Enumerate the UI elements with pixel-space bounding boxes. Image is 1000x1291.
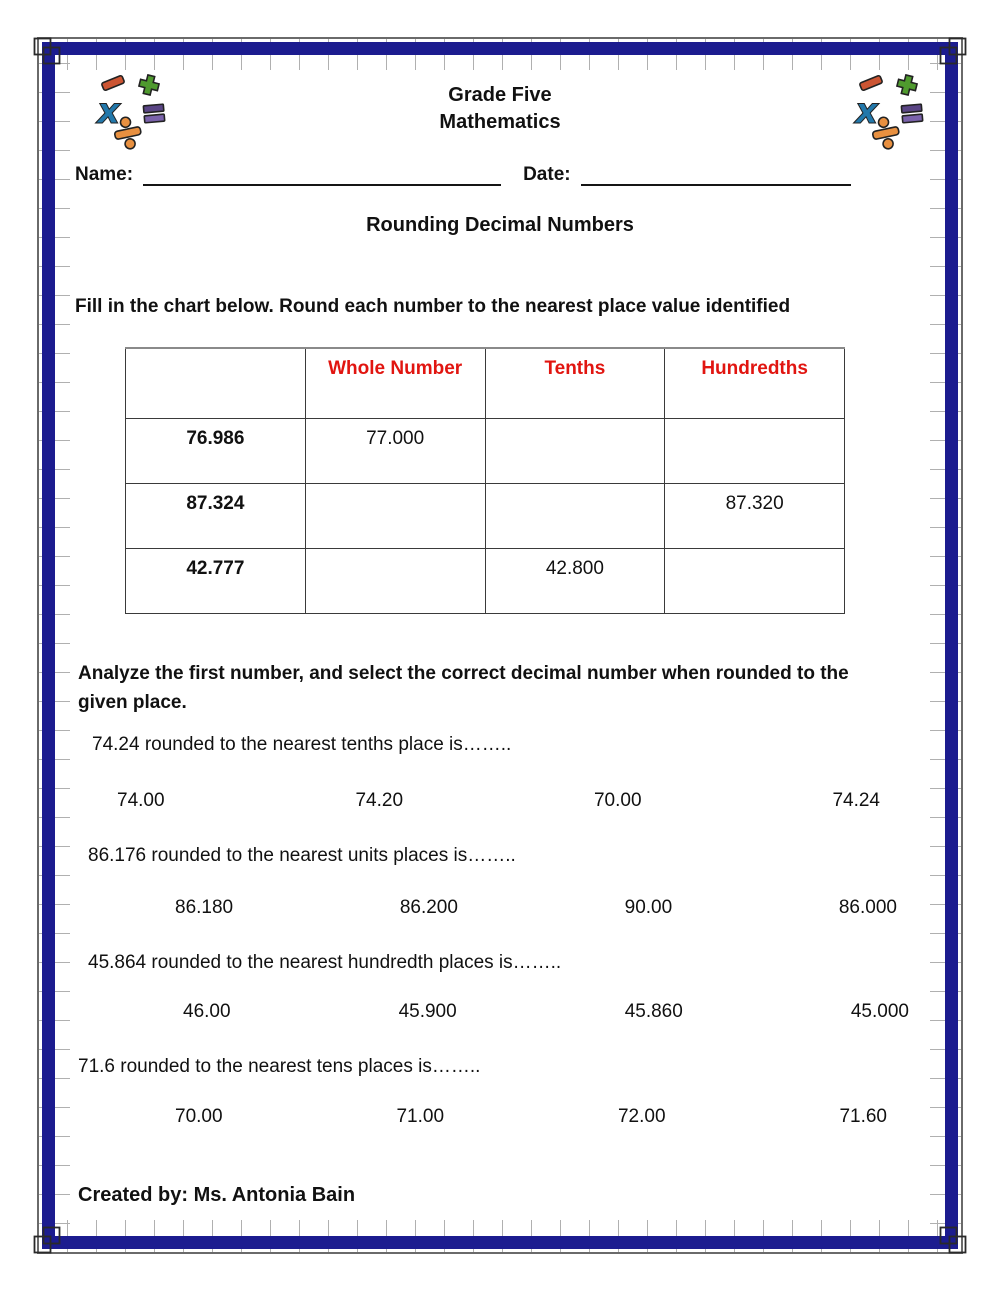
option-choice[interactable]: 71.00 <box>396 1106 445 1127</box>
svg-text:x: x <box>855 91 879 132</box>
option-choice[interactable]: 86.200 <box>399 897 458 918</box>
answer-cell-tenths[interactable] <box>485 483 665 548</box>
name-label: Name: <box>75 164 134 185</box>
date-label: Date: <box>523 164 571 185</box>
row-label: 87.324 <box>126 483 306 548</box>
worksheet-title: Rounding Decimal Numbers <box>366 214 634 236</box>
table-row <box>126 418 845 483</box>
option-choice[interactable]: 74.20 <box>355 790 404 811</box>
answer-cell-whole[interactable]: 77.000 <box>305 418 485 483</box>
page-heading <box>0 82 1000 136</box>
answer-cell-whole[interactable] <box>305 483 485 548</box>
option-choice[interactable]: 74.24 <box>832 790 880 811</box>
question-prompt-2: 86.176 rounded to the nearest units places is…….. <box>88 845 516 866</box>
subject-line: Mathematics <box>439 111 561 133</box>
answer-cell-hundredths[interactable] <box>665 418 845 483</box>
row-label: 42.777 <box>126 548 306 613</box>
answer-cell-hundredths[interactable]: 87.320 <box>665 483 845 548</box>
created-by-credit: Created by: Ms. Antonia Bain <box>78 1184 356 1206</box>
option-choice[interactable]: 46.00 <box>183 1001 231 1022</box>
question-prompt-4: 71.6 rounded to the nearest tens places is…….. <box>78 1056 481 1077</box>
option-choice[interactable]: 70.00 <box>593 790 642 811</box>
row-label: 76.986 <box>126 418 306 483</box>
table-row <box>126 548 845 613</box>
option-choice[interactable]: 86.180 <box>175 897 234 918</box>
options-row-1 <box>75 790 925 812</box>
options-row-2 <box>75 897 925 919</box>
option-choice[interactable]: 45.900 <box>398 1001 457 1022</box>
question-prompt-1: 74.24 rounded to the nearest tenths place is…….. <box>92 734 512 755</box>
table-header-row <box>126 348 845 418</box>
date-field[interactable] <box>581 164 851 186</box>
option-choice[interactable]: 72.00 <box>617 1106 666 1127</box>
table-row <box>126 483 845 548</box>
option-choice[interactable]: 45.000 <box>850 1001 909 1022</box>
option-choice[interactable]: 86.000 <box>838 897 897 918</box>
column-header-tenths: Tenths <box>485 348 665 418</box>
rounding-table <box>125 347 845 614</box>
answer-cell-tenths[interactable] <box>485 418 665 483</box>
svg-text:x: x <box>97 91 121 132</box>
options-row-3 <box>75 1001 925 1023</box>
answer-cell-hundredths[interactable] <box>665 548 845 613</box>
question-prompt-3: 45.864 rounded to the nearest hundredth places is…….. <box>88 952 562 973</box>
option-choice[interactable]: 90.00 <box>624 897 673 918</box>
option-choice[interactable]: 71.60 <box>839 1106 887 1127</box>
column-header-hundredths: Hundredths <box>665 348 845 418</box>
name-date-row <box>75 160 867 186</box>
options-row-4 <box>75 1106 925 1128</box>
option-choice[interactable]: 45.860 <box>624 1001 683 1022</box>
name-field[interactable] <box>143 164 501 186</box>
select-instruction: Analyze the first number, and select the correct decimal number when rounded to the given place. <box>78 663 849 713</box>
answer-cell-tenths[interactable]: 42.800 <box>485 548 665 613</box>
answer-cell-whole[interactable] <box>305 548 485 613</box>
column-header-whole-number: Whole Number <box>305 348 485 418</box>
grade-line: Grade Five <box>448 84 552 106</box>
option-choice[interactable]: 70.00 <box>175 1106 223 1127</box>
chart-instruction: Fill in the chart below. Round each number to the nearest place value identified <box>75 296 791 317</box>
option-choice[interactable]: 74.00 <box>117 790 165 811</box>
table-corner-cell <box>126 348 306 418</box>
